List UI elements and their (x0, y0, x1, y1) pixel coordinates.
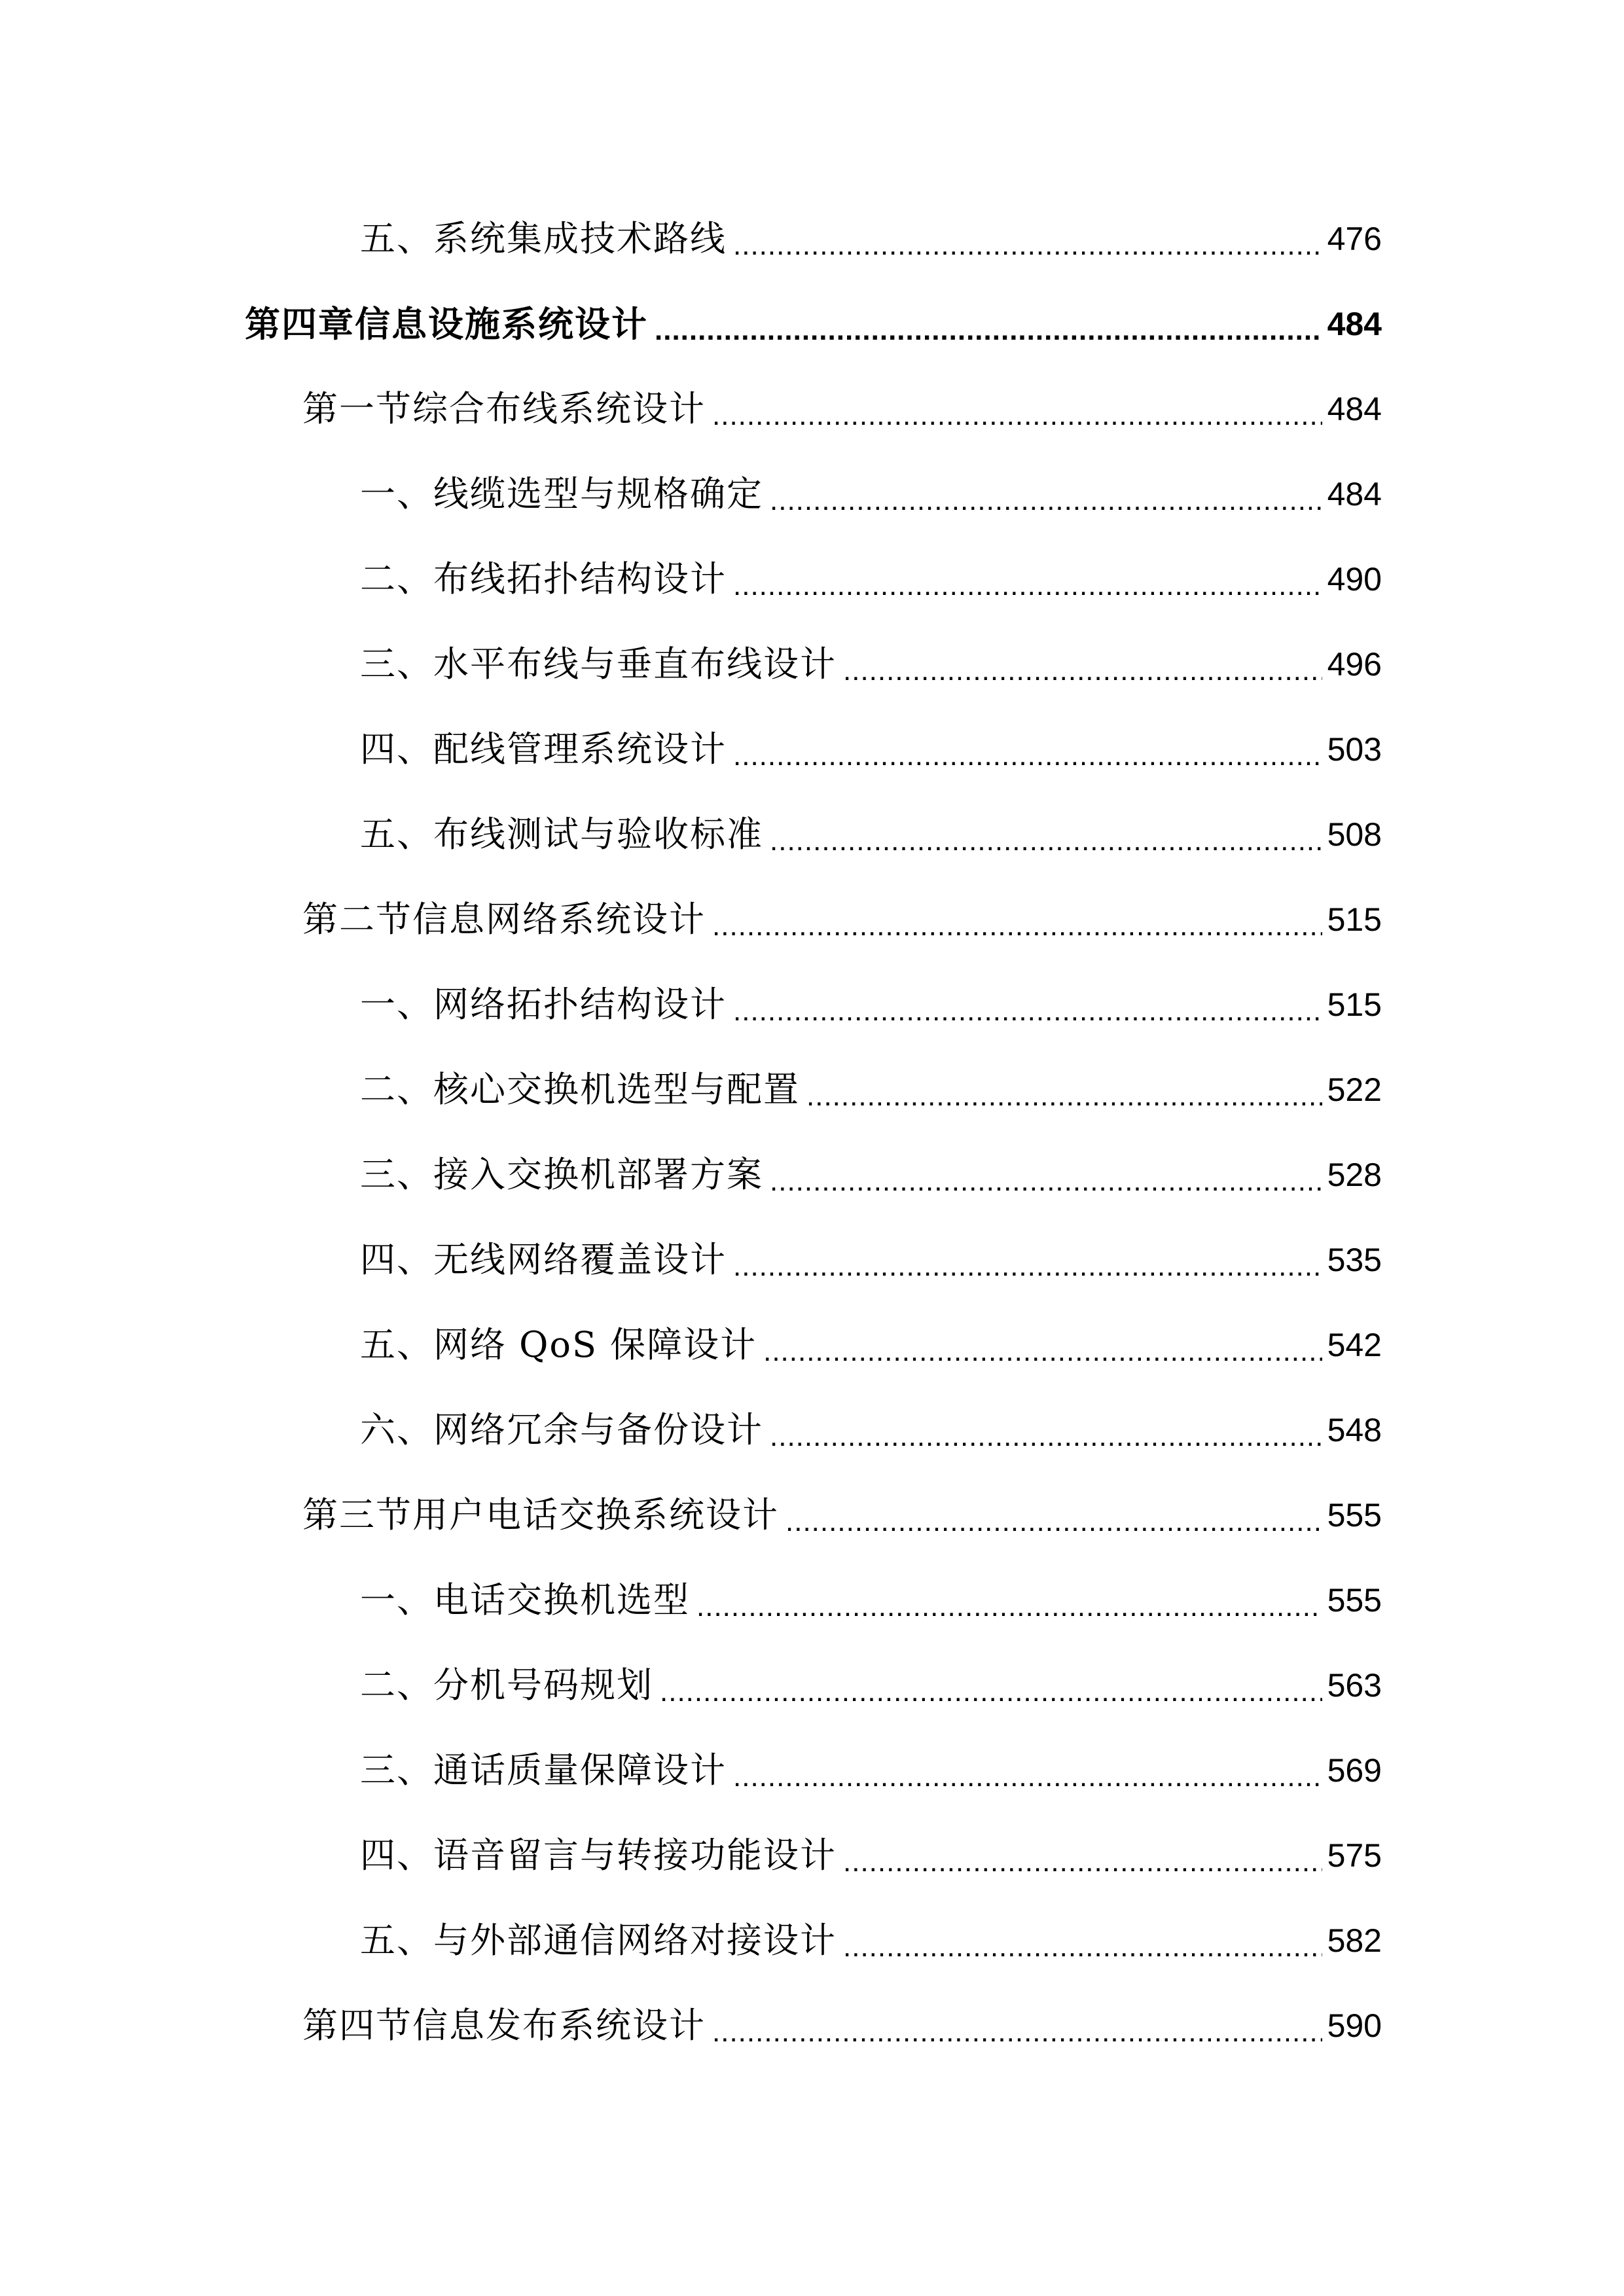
toc-dot-leader (733, 566, 1322, 605)
toc-entry-page: 582 (1327, 1922, 1382, 1959)
toc-entry[interactable] (360, 808, 1382, 861)
toc-entry[interactable] (360, 1404, 1382, 1456)
toc-entry-page: 515 (1327, 901, 1382, 938)
toc-entry[interactable] (360, 1149, 1382, 1201)
toc-entry-page: 548 (1327, 1412, 1382, 1448)
toc-entry-chapter[interactable] (245, 298, 1382, 350)
toc-dot-leader (733, 736, 1322, 776)
toc-entry[interactable] (360, 978, 1382, 1031)
toc-entry-title: 三、通话质量保障设计 (360, 1749, 727, 1791)
toc-dot-leader (655, 311, 1322, 350)
toc-entry-title: 一、电话交换机选型 (360, 1579, 690, 1621)
toc-entry[interactable] (360, 723, 1382, 776)
toc-entry-title: 五、系统集成技术路线 (360, 218, 727, 259)
toc-entry[interactable] (360, 1064, 1382, 1116)
toc-entry-page: 484 (1327, 306, 1382, 342)
toc-entry-title: 六、网络冗余与备份设计 (360, 1409, 763, 1450)
toc-dot-leader (843, 1928, 1322, 1967)
toc-entry-title: 第一节综合布线系统设计 (302, 388, 706, 429)
toc-entry-title: 四、配线管理系统设计 (360, 728, 727, 770)
toc-entry-page: 515 (1327, 986, 1382, 1023)
toc-entry-title: 五、布线测试与验收标准 (360, 814, 763, 855)
toc-entry-page: 528 (1327, 1157, 1382, 1193)
toc-dot-leader (770, 481, 1322, 520)
toc-entry-title: 二、核心交换机选型与配置 (360, 1069, 800, 1110)
toc-entry-section[interactable] (302, 2000, 1382, 2052)
toc-entry-page: 542 (1327, 1327, 1382, 1363)
toc-entry-section[interactable] (302, 893, 1382, 946)
toc-entry-page: 590 (1327, 2007, 1382, 2044)
toc-entry-page: 484 (1327, 476, 1382, 512)
toc-entry-title: 一、线缆选型与规格确定 (360, 473, 763, 514)
toc-entry-title: 四、无线网络覆盖设计 (360, 1239, 727, 1280)
toc-dot-leader (712, 906, 1322, 946)
toc-entry[interactable] (360, 1234, 1382, 1286)
toc-entry-title: 三、水平布线与垂直布线设计 (360, 643, 837, 685)
toc-dot-leader (733, 1247, 1322, 1286)
toc-dot-leader (733, 1757, 1322, 1797)
toc-dot-leader (733, 226, 1322, 265)
toc-dot-leader (696, 1587, 1322, 1626)
toc-dot-leader (770, 1162, 1322, 1201)
toc-dot-leader (770, 1417, 1322, 1456)
toc-entry-page: 508 (1327, 816, 1382, 853)
toc-dot-leader (843, 1842, 1322, 1882)
toc-entry[interactable] (360, 1574, 1382, 1626)
toc-entry-page: 496 (1327, 646, 1382, 683)
toc-entry[interactable] (360, 1829, 1382, 1882)
toc-dot-leader (660, 1672, 1322, 1712)
toc-entry[interactable] (360, 553, 1382, 605)
toc-entry-title: 四、语音留言与转接功能设计 (360, 1835, 837, 1876)
toc-entry-title: 第四节信息发布系统设计 (302, 2005, 706, 2046)
toc-entry-title: 二、布线拓扑结构设计 (360, 558, 727, 600)
toc-entry[interactable] (360, 468, 1382, 520)
toc-entry-page: 484 (1327, 391, 1382, 427)
toc-entry-title: 五、与外部通信网络对接设计 (360, 1920, 837, 1961)
toc-entry-title: 一、网络拓扑结构设计 (360, 984, 727, 1025)
toc-dot-leader (712, 2013, 1322, 2052)
toc-entry-page: 503 (1327, 731, 1382, 768)
toc-entry-title: 三、接入交换机部署方案 (360, 1154, 763, 1195)
toc-entry-title: 二、分机号码规划 (360, 1664, 653, 1706)
toc-entry-title: 五、网络 QoS 保障设计 (360, 1324, 757, 1365)
toc-entry-page: 490 (1327, 561, 1382, 598)
toc-dot-leader (843, 651, 1322, 691)
toc-entry-page: 522 (1327, 1071, 1382, 1108)
toc-entry-page: 555 (1327, 1582, 1382, 1619)
toc-entry-page: 555 (1327, 1497, 1382, 1534)
toc-entry-title: 第三节用户电话交换系统设计 (302, 1494, 779, 1535)
toc-dot-leader (785, 1502, 1322, 1541)
toc-dot-leader (763, 1332, 1322, 1371)
toc-entry[interactable] (360, 1659, 1382, 1712)
toc-dot-leader (770, 821, 1322, 861)
toc-entry-page: 569 (1327, 1752, 1382, 1789)
toc-entry[interactable] (360, 1914, 1382, 1967)
toc-entry[interactable] (360, 1744, 1382, 1797)
toc-entry-page: 563 (1327, 1667, 1382, 1704)
toc-entry[interactable] (360, 1319, 1382, 1371)
toc-dot-leader (806, 1077, 1322, 1116)
toc-entry-title: 第四章信息设施系统设计 (245, 303, 648, 345)
toc-entry-section[interactable] (302, 1489, 1382, 1541)
toc-entry-page: 476 (1327, 221, 1382, 257)
toc-entry-page: 535 (1327, 1242, 1382, 1278)
toc-entry-page: 575 (1327, 1837, 1382, 1874)
toc-entry-title: 第二节信息网络系统设计 (302, 899, 706, 940)
toc-entry[interactable] (360, 638, 1382, 691)
toc-dot-leader (712, 396, 1322, 435)
toc-dot-leader (733, 992, 1322, 1031)
toc-entry-section[interactable] (302, 383, 1382, 435)
toc-entry[interactable] (360, 213, 1382, 265)
